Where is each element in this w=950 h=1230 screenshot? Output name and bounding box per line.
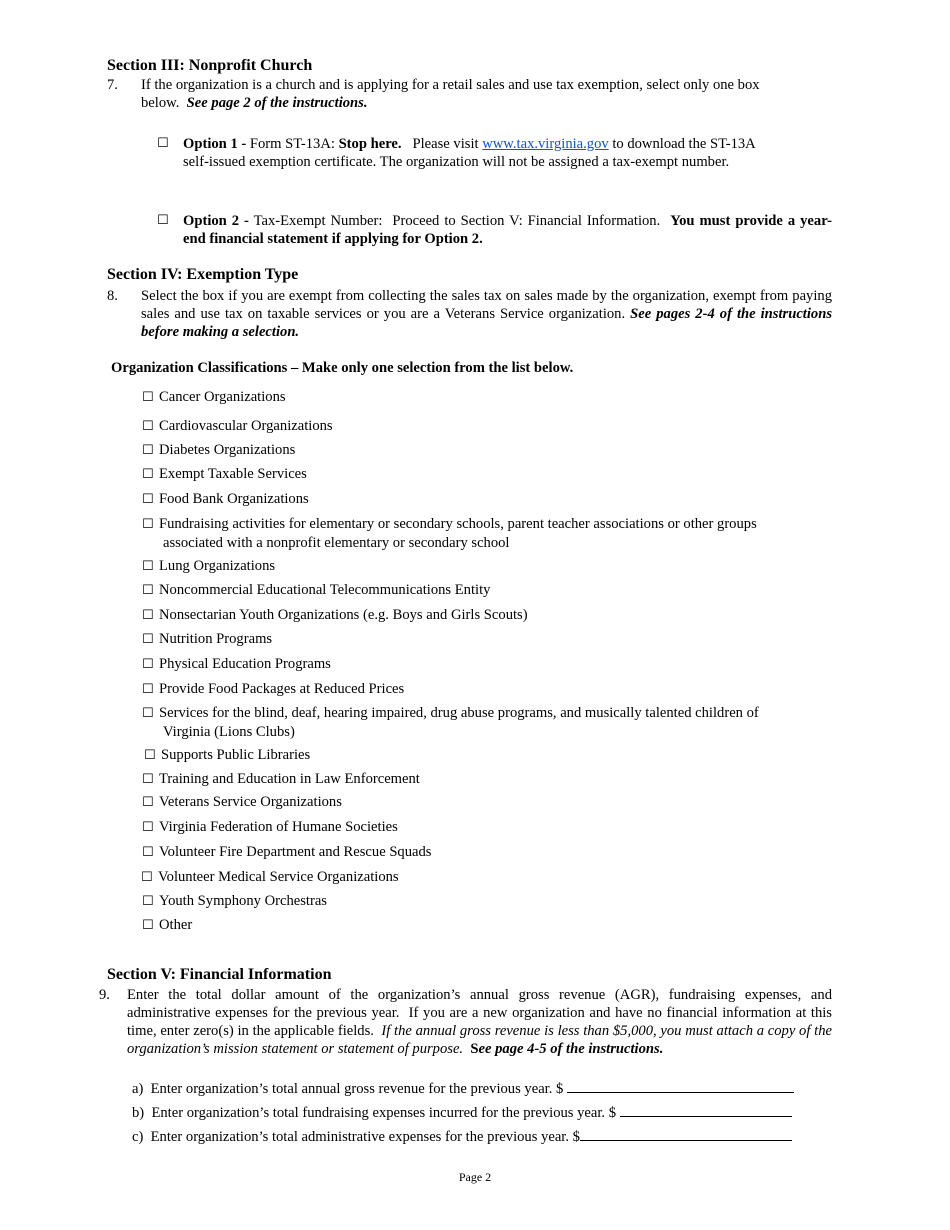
gross-revenue-field[interactable] — [567, 1080, 794, 1093]
item-label: Cardiovascular Organizations — [159, 418, 333, 434]
checkbox[interactable]: ☐ — [142, 467, 154, 482]
item-label: Virginia Federation of Humane Societies — [159, 819, 398, 835]
question-7-body: If the organization is a church and is applying for a retail sales and use tax exemption, select only one box below. — [141, 77, 760, 111]
item-label-continued: associated with a nonprofit elementary or secondary school — [163, 535, 510, 551]
question-9-text — [127, 986, 836, 1058]
fundraising-expenses-field[interactable] — [620, 1104, 792, 1117]
item-label: Nonsectarian Youth Organizations (e.g. Boys and Girls Scouts) — [159, 607, 528, 623]
item-label-continued: Virginia (Lions Clubs) — [163, 724, 295, 740]
option-2-label: Option 2 - — [183, 213, 249, 229]
classification-humane-societies[interactable] — [142, 818, 398, 837]
classification-physical-education[interactable] — [142, 655, 331, 674]
question-9-number: 9. — [99, 987, 110, 1003]
page-number: Page 2 — [458, 1170, 492, 1184]
administrative-expenses-field[interactable] — [580, 1128, 792, 1141]
question-9-italic: If the annual gross revenue is less than $5,000, you must attach a copy of the organization’s mission statement or statement of purpose. — [127, 1023, 832, 1057]
classification-veterans[interactable] — [142, 793, 342, 812]
classification-diabetes[interactable] — [142, 441, 295, 460]
classification-medical-service[interactable] — [141, 868, 399, 887]
question-9-reference: ee page 4-5 of the instructions. — [478, 1041, 664, 1057]
question-8-body: Select the box if you are exempt from collecting the sales tax on sales made by the organization, exempt from paying sales and use tax on taxable services or you are a Veterans Service organization. — [141, 288, 832, 322]
classification-food-bank[interactable] — [142, 490, 309, 509]
classification-fire-rescue[interactable] — [142, 843, 432, 862]
item-label: Diabetes Organizations — [159, 442, 296, 458]
checkbox[interactable]: ☐ — [142, 820, 154, 835]
checkbox[interactable]: ☐ — [142, 682, 154, 697]
item-label: Veterans Service Organizations — [159, 794, 342, 810]
checkbox[interactable]: ☐ — [141, 870, 153, 885]
checkbox[interactable]: ☐ — [142, 657, 154, 672]
classification-nutrition[interactable] — [142, 630, 272, 649]
checkbox[interactable]: ☐ — [142, 795, 154, 810]
checkbox[interactable]: ☐ — [142, 706, 154, 721]
fundraising-expenses-label: Enter organization’s total fundraising expenses incurred for the previous year. $ — [151, 1105, 620, 1121]
checkbox[interactable]: ☐ — [142, 608, 154, 623]
checkbox[interactable]: ☐ — [142, 559, 154, 574]
item-label: Volunteer Medical Service Organizations — [158, 869, 399, 885]
classification-youth[interactable] — [142, 606, 528, 625]
item-label: Youth Symphony Orchestras — [159, 893, 327, 909]
classification-lung[interactable] — [142, 557, 275, 576]
option-2-requirement: You must provide a year-end financial statement if applying for Option 2. — [183, 213, 833, 247]
checkbox[interactable]: ☐ — [142, 632, 154, 647]
checkbox[interactable]: ☐ — [142, 894, 154, 909]
item-label: Supports Public Libraries — [161, 747, 311, 763]
checkbox[interactable]: ☐ — [144, 748, 156, 763]
question-9-reference-s: S — [463, 1041, 479, 1057]
church-option-2 — [157, 212, 833, 248]
option-2-text: Tax-Exempt Number: Proceed to Section V: Financial Information. — [248, 213, 671, 229]
option-1-checkbox[interactable]: ☐ — [157, 136, 169, 151]
item-label: Services for the blind, deaf, hearing impaired, drug abuse programs, and musically talented children of — [159, 705, 759, 721]
option-1-visit: Please visit — [401, 136, 483, 152]
administrative-expenses-label: Enter organization’s total administrative expenses for the previous year. $ — [150, 1129, 580, 1145]
question-7-reference: See page 2 of the instructions. — [186, 95, 368, 111]
classification-exempt-taxable-services[interactable] — [142, 465, 307, 484]
checkbox[interactable]: ☐ — [142, 492, 154, 507]
checkbox[interactable]: ☐ — [142, 772, 154, 787]
classifications-heading: Organization Classifications – Make only one selection from the list below. — [111, 360, 574, 376]
classification-youth-symphony[interactable] — [142, 892, 327, 911]
classification-lions-clubs[interactable] — [142, 704, 759, 741]
question-8-text — [141, 287, 832, 341]
section-4-title: Section IV: Exemption Type — [107, 266, 299, 283]
gross-revenue-label: Enter organization’s total annual gross revenue for the previous year. $ — [150, 1081, 567, 1097]
item-label: Exempt Taxable Services — [159, 466, 307, 482]
checkbox[interactable]: ☐ — [142, 918, 154, 933]
classification-food-packages[interactable] — [142, 680, 404, 699]
option-1-stop: Stop here. — [338, 136, 402, 152]
item-label: Provide Food Packages at Reduced Prices — [159, 681, 405, 697]
fundraising-expenses-row — [132, 1104, 792, 1122]
item-label: Physical Education Programs — [159, 656, 331, 672]
question-7-number: 7. — [107, 77, 118, 93]
question-8-number: 8. — [107, 288, 118, 304]
classification-telecommunications[interactable] — [142, 581, 490, 600]
question-8-reference: See pages 2-4 of the instructions before making a selection. — [141, 306, 832, 340]
gross-revenue-row — [132, 1080, 794, 1098]
row-letter: b) — [132, 1105, 145, 1121]
classification-public-libraries[interactable] — [144, 746, 310, 765]
item-label: Cancer Organizations — [159, 389, 286, 405]
checkbox[interactable]: ☐ — [142, 583, 154, 598]
item-label: Lung Organizations — [159, 558, 276, 574]
church-option-1 — [157, 135, 781, 171]
option-1-form: Form ST-13A: — [246, 136, 339, 152]
option-1-label: Option 1 - — [183, 136, 247, 152]
checkbox[interactable]: ☐ — [142, 419, 154, 434]
item-label: Training and Education in Law Enforcement — [159, 771, 420, 787]
row-letter: a) — [132, 1081, 144, 1097]
section-3-title: Section III: Nonprofit Church — [107, 57, 313, 74]
row-letter: c) — [132, 1129, 144, 1145]
classification-cardiovascular[interactable] — [142, 417, 333, 436]
classification-fundraising-schools[interactable] — [142, 515, 757, 552]
checkbox[interactable]: ☐ — [142, 845, 154, 860]
classification-law-enforcement[interactable] — [142, 770, 420, 789]
administrative-expenses-row — [132, 1128, 792, 1146]
checkbox[interactable]: ☐ — [142, 390, 154, 405]
question-7-text — [141, 76, 781, 112]
classification-other[interactable] — [142, 916, 192, 935]
option-1-rest: to download the ST-13A self-issued exemption certificate. The organization will not be assigned a tax-exempt number. — [183, 136, 755, 170]
item-label: Nutrition Programs — [159, 631, 273, 647]
item-label: Food Bank Organizations — [159, 491, 309, 507]
item-label: Other — [159, 917, 193, 933]
checkbox[interactable]: ☐ — [142, 443, 154, 458]
option-2-checkbox[interactable]: ☐ — [157, 213, 169, 228]
classification-cancer[interactable] — [142, 388, 286, 407]
question-9-body: Enter the total dollar amount of the organization’s annual gross revenue (AGR), fundraising expenses, and administrative expenses for the previous year. If you are a new organization and have no financial information at this time, enter zero(s) in the applicable fields. — [127, 987, 836, 1039]
checkbox[interactable]: ☐ — [142, 517, 154, 532]
item-label: Noncommercial Educational Telecommunications Entity — [159, 582, 491, 598]
section-5-title: Section V: Financial Information — [107, 966, 332, 983]
tax-virginia-link[interactable]: www.tax.virginia.gov — [482, 136, 609, 152]
item-label: Fundraising activities for elementary or secondary schools, parent teacher associations or other groups — [159, 516, 757, 532]
item-label: Volunteer Fire Department and Rescue Squads — [159, 844, 432, 860]
